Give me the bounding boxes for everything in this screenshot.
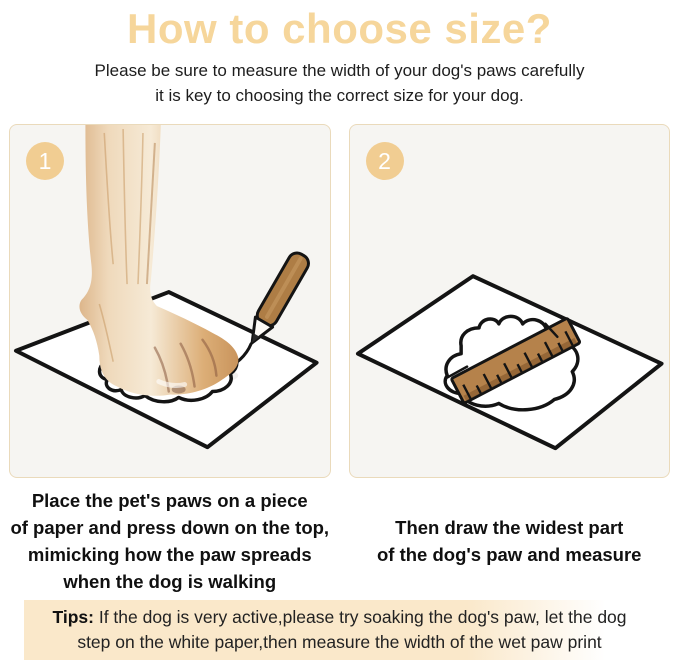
tips-line-2: step on the white paper,then measure the width of the wet paw print: [77, 632, 601, 652]
page-title: How to choose size?: [0, 4, 679, 54]
step2-caption-line: of the dog's paw and measure: [340, 541, 679, 568]
tips-label: Tips:: [52, 607, 94, 627]
step1-caption-line: mimicking how the paw spreads: [0, 541, 340, 568]
step1-caption-line: Place the pet's paws on a piece: [0, 487, 340, 514]
step1-panel: [9, 124, 331, 478]
subtitle-line-1: Please be sure to measure the width of your dog's paws carefully: [0, 58, 679, 83]
steps-row: [0, 124, 679, 478]
dog-leg-photo: [79, 125, 238, 396]
pencil-icon: [243, 250, 312, 348]
step2-caption-line: Then draw the widest part: [340, 514, 679, 541]
subtitle: [0, 58, 679, 108]
tips-note: [24, 600, 656, 660]
step1-number-badge: 1: [26, 142, 64, 180]
step1-caption: [0, 487, 340, 595]
step2-panel: [349, 124, 671, 478]
captions-row: [0, 488, 679, 594]
step1-caption-line: of paper and press down on the top,: [0, 514, 340, 541]
tips-line-1: If the dog is very active,please try soaking the dog's paw, let the dog: [94, 607, 627, 627]
subtitle-line-2: it is key to choosing the correct size for your dog.: [0, 83, 679, 108]
step2-number-badge: 2: [366, 142, 404, 180]
step1-illustration: [10, 125, 330, 477]
step2-illustration: [350, 125, 670, 477]
step2-caption: [340, 514, 679, 568]
step1-caption-line: when the dog is walking: [0, 568, 340, 595]
